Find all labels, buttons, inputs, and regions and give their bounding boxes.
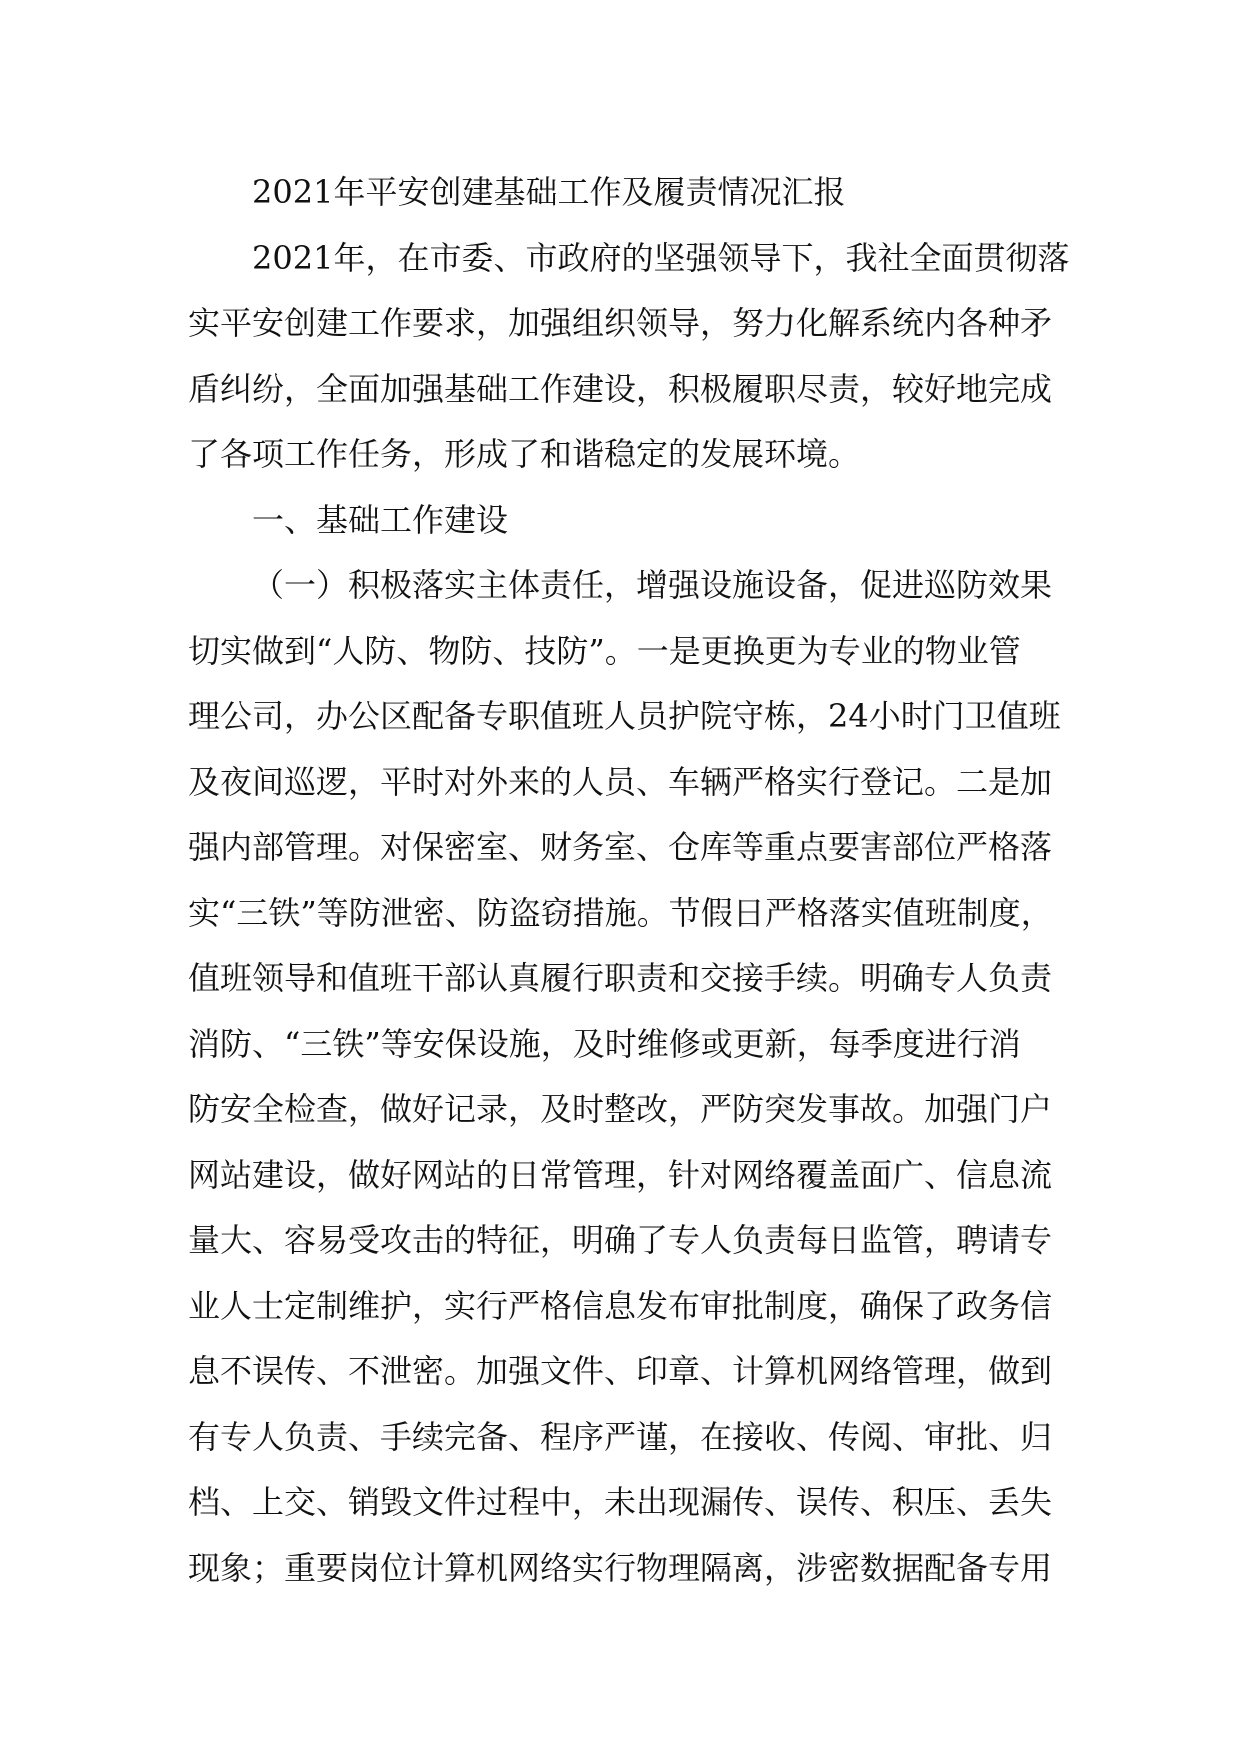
paragraph-line: 强内部管理。对保密室、财务室、仓库等重点要害部位严格落 bbox=[188, 828, 1053, 866]
paragraph-line: 消防、“三铁”等安保设施，及时维修或更新，每季度进行消 bbox=[188, 1024, 1021, 1063]
paragraph-line: 实“三铁”等防泄密、防盗窃措施。节假日严格落实值班制度， bbox=[188, 893, 1053, 932]
paragraph-line: 量大、容易受攻击的特征，明确了专人负责每日监管，聘请专 bbox=[188, 1221, 1053, 1259]
paragraph-line: 切实做到“人防、物防、技防”。一是更换更为专业的物业管 bbox=[188, 631, 1021, 670]
section-heading-line: 一、基础工作建设 bbox=[252, 500, 509, 539]
paragraph-section-1 bbox=[188, 553, 1061, 1601]
paragraph-line: 档、上交、销毁文件过程中，未出现漏传、误传、积压、丢失 bbox=[188, 1483, 1053, 1521]
paragraph-line: 防安全检查，做好记录，及时整改，严防突发事故。加强门户 bbox=[188, 1090, 1053, 1128]
paragraph-line: 及夜间巡逻，平时对外来的人员、车辆严格实行登记。二是加 bbox=[188, 762, 1053, 801]
paragraph-line: 网站建设，做好网站的日常管理，针对网络覆盖面广、信息流 bbox=[188, 1155, 1053, 1194]
paragraph-line: 实平安创建工作要求，加强组织领导，努力化解系统内各种矛 bbox=[188, 304, 1053, 342]
section-heading bbox=[188, 488, 1058, 554]
paragraph-line: 理公司，办公区配备专职值班人员护院守栋，24小时门卫值班 bbox=[188, 697, 1061, 735]
paragraph-intro bbox=[188, 226, 1070, 488]
paragraph-line: 业人士定制维护，实行严格信息发布审批制度，确保了政务信 bbox=[188, 1286, 1053, 1325]
paragraph-line: 了各项工作任务，形成了和谐稳定的发展环境。 bbox=[188, 435, 861, 473]
paragraph-line: 盾纠纷，全面加强基础工作建设，积极履职尽责，较好地完成 bbox=[188, 369, 1053, 408]
paragraph-line: 息不误传、不泄密。加强文件、印章、计算机网络管理，做到 bbox=[188, 1352, 1053, 1390]
paragraph-line: 2021年，在市委、市政府的坚强领导下，我社全面贯彻落 bbox=[252, 238, 1070, 277]
paragraph-line: （一）积极落实主体责任，增强设施设备，促进巡防效果 bbox=[252, 566, 1053, 604]
document-page bbox=[188, 160, 1070, 1601]
document-title: 2021年平安创建基础工作及履责情况汇报 bbox=[252, 173, 846, 211]
paragraph-line: 值班领导和值班干部认真履行职责和交接手续。明确专人负责 bbox=[188, 959, 1053, 997]
paragraph-line: 有专人负责、手续完备、程序严谨，在接收、传阅、审批、归 bbox=[188, 1417, 1053, 1456]
paragraph-line: 现象；重要岗位计算机网络实行物理隔离，涉密数据配备专用 bbox=[188, 1548, 1053, 1587]
